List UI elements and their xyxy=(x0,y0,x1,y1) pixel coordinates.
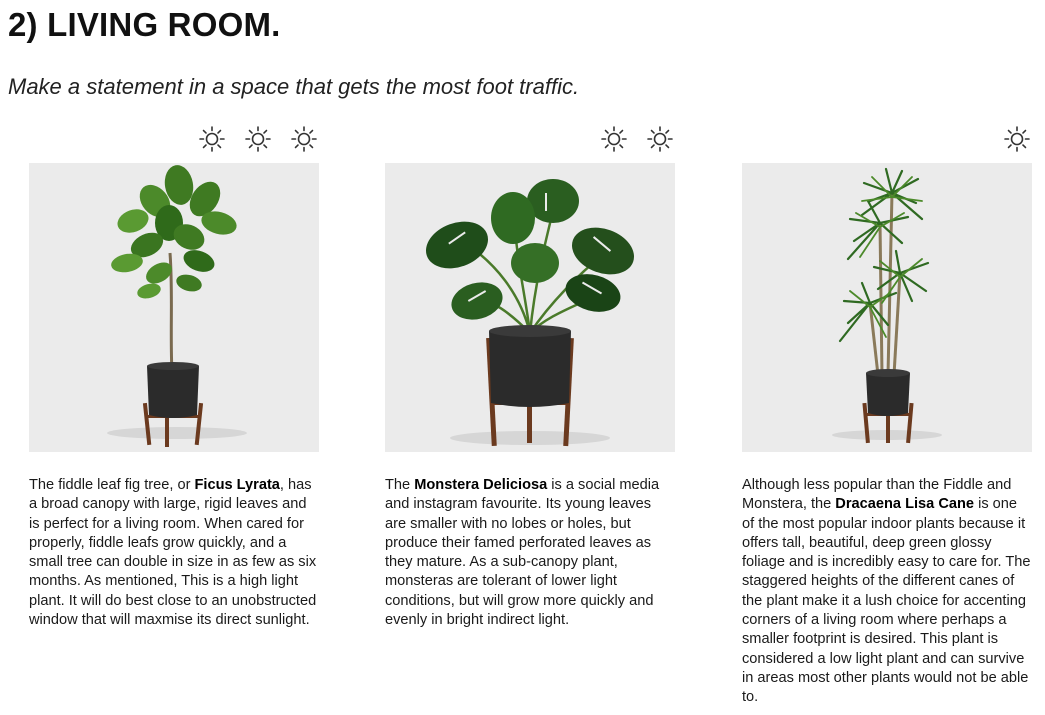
plant-description xyxy=(29,476,319,630)
light-rating xyxy=(742,122,1032,156)
desc-body: is a social media and instagram favourite. Its young leaves are smaller with no lobes or holes, but produce their famed perforated leaves as they mature. As a sub-canopy plant, monsteras are tolerant of lower light conditions, but will grow more quickly and evenly in bright indirect light. xyxy=(385,477,660,629)
desc-body: is one of the most popular indoor plants because it offers tall, beautiful, deep green glossy foliage and is incredibly easy to care for. The staggered heights of the different canes of the plant make it a lush choice for accenting corners of a living room where perhaps a smaller footprint is desired. This plant is considered a low light plant and can survive in areas most other plants would not be able to. xyxy=(742,496,1031,706)
monstera-photo xyxy=(385,163,675,452)
plant-description xyxy=(385,476,675,630)
sun-icon xyxy=(599,124,629,154)
fiddle-leaf-fig-photo xyxy=(29,163,319,452)
desc-body: , has a broad canopy with large, rigid leaves and is perfect for a living room. When cared for properly, fiddle leafs grow quickly, and a small tree can double in size in as few as six months. As mentioned, This is a high light plant. It will do best close to an unobstructed window that will maxmise its direct sunlight. xyxy=(29,477,317,629)
sun-icon xyxy=(645,124,675,154)
plant-name: Dracaena Lisa Cane xyxy=(835,496,975,513)
section-title: 2) LIVING ROOM. xyxy=(8,6,281,43)
desc-intro: Although less popular than the Fiddle and Monstera, the xyxy=(742,477,1012,513)
plant-name: Ficus Lyrata xyxy=(194,477,280,493)
light-rating xyxy=(29,122,319,156)
sun-icon xyxy=(197,124,227,154)
dracaena-image xyxy=(742,163,1032,452)
fiddle-leaf-fig-image xyxy=(29,163,319,452)
plant-name: Monstera Deliciosa xyxy=(414,477,548,493)
sun-icon xyxy=(289,124,319,154)
dracaena-photo xyxy=(742,163,1032,452)
plant-card-monstera xyxy=(385,122,675,630)
monstera-image xyxy=(385,163,675,452)
plant-card-ficus xyxy=(29,122,319,630)
desc-intro: The fiddle leaf fig tree, or xyxy=(29,477,195,493)
sun-icon xyxy=(1002,124,1032,154)
sun-icon xyxy=(243,124,273,154)
section-subtitle: Make a statement in a space that gets the most foot traffic. xyxy=(8,74,580,99)
desc-intro: The xyxy=(385,477,415,493)
plant-description xyxy=(742,476,1032,708)
plant-card-dracaena xyxy=(742,122,1032,708)
light-rating xyxy=(385,122,675,156)
